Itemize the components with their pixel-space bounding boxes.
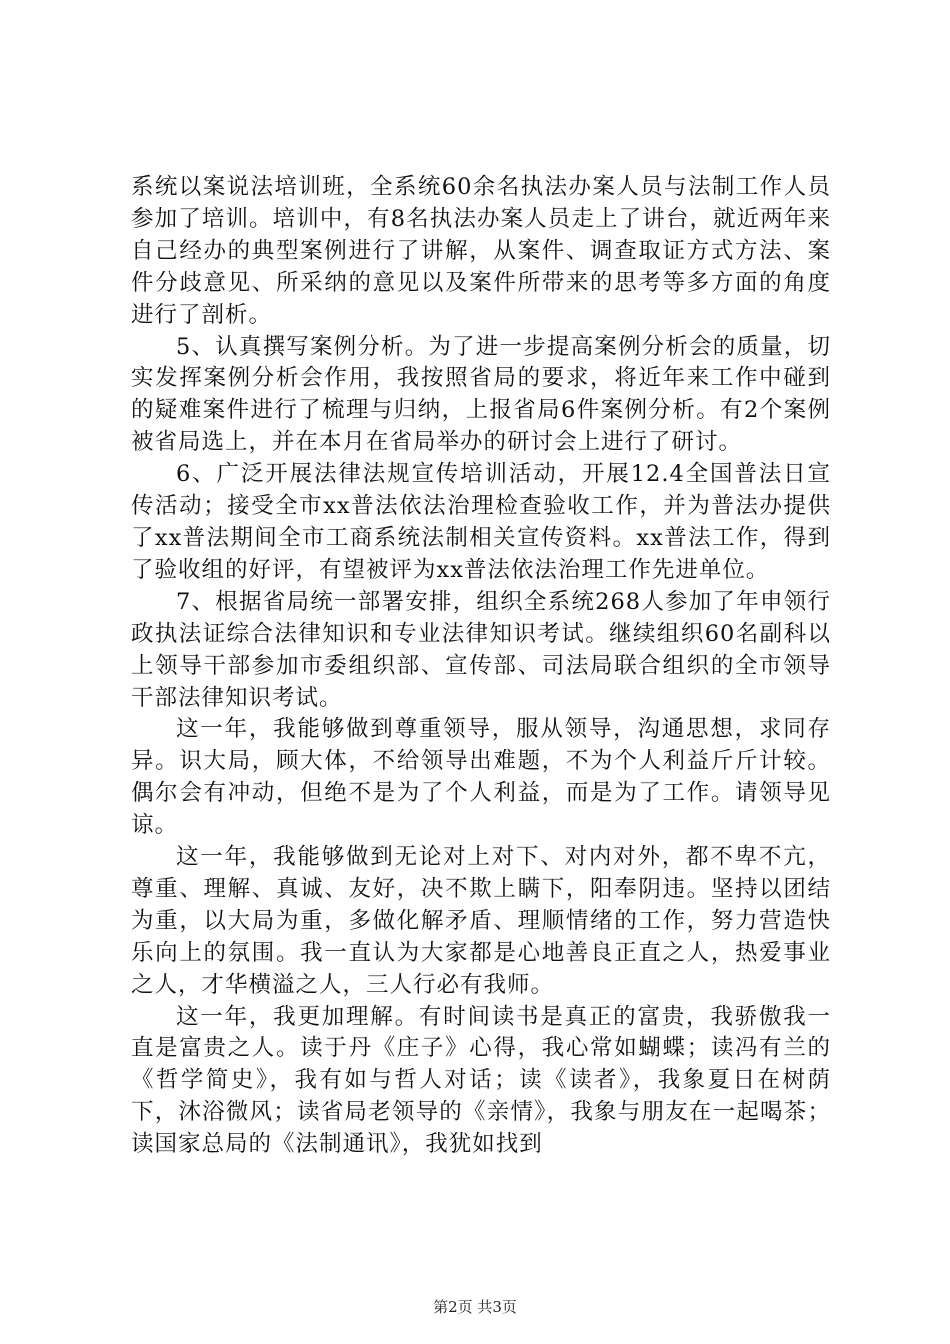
paragraph-2: 5、认真撰写案例分析。为了进一步提高案例分析会的质量，切实发挥案例分析会作用，我按照省局的要求，将近年来工作中碰到的疑难案件进行了梳理与归纳，上报省局6件案例分析。有2个案例被省局选上，并在本月在省局举办的研讨会上进行了研讨。 [131,333,831,456]
paragraph-4: 7、根据省局统一部署安排，组织全系统268人参加了年申领行政执法证综合法律知识和专业法律知识考试。继续组织60名副科以上领导干部参加市委组织部、宣传部、司法局联合组织的全市领导干部法律知识考试。 [131,588,831,711]
page-footer: 第2页 共3页 [433,1298,517,1316]
document-body [131,172,831,1161]
paragraph-5: 这一年，我能够做到尊重领导，服从领导，沟通思想，求同存异。识大局，顾大体，不给领导出难题，不为个人利益斤斤计较。偶尔会有冲动，但绝不是为了个人利益，而是为了工作。请领导见谅。 [131,716,831,839]
paragraph-6: 这一年，我能够做到无论对上对下、对内对外，都不卑不亢，尊重、理解、真诚、友好，决不欺上瞒下，阳奉阴违。坚持以团结为重，以大局为重，多做化解矛盾、理顺情绪的工作，努力营造快乐向上的氛围。我一直认为大家都是心地善良正直之人，热爱事业之人，才华横溢之人，三人行必有我师。 [131,844,831,998]
paragraph-7: 这一年，我更加理解。有时间读书是真正的富贵，我骄傲我一直是富贵之人。读于丹《庄子》心得，我心常如蝴蝶；读冯有兰的《哲学简史》，我有如与哲人对话；读《读者》，我象夏日在树荫下，沐浴微风；读省局老领导的《亲情》，我象与朋友在一起喝茶；读国家总局的《法制通讯》，我犹如找到 [131,1003,831,1158]
paragraph-1: 系统以案说法培训班，全系统60余名执法办案人员与法制工作人员参加了培训。培训中，有8名执法办案人员走上了讲台，就近两年来自己经办的典型案例进行了讲解，从案件、调查取证方式方法、案件分歧意见、所采纳的意见以及案件所带来的思考等多方面的角度进行了剖析。 [131,174,831,328]
paragraph-3: 6、广泛开展法律法规宣传培训活动，开展12.4全国普法日宣传活动；接受全市xx普法依法治理检查验收工作，并为普法办提供了xx普法期间全市工商系统法制相关宣传资料。xx普法工作，得到了验收组的好评，有望被评为xx普法依法治理工作先进单位。 [131,461,831,583]
